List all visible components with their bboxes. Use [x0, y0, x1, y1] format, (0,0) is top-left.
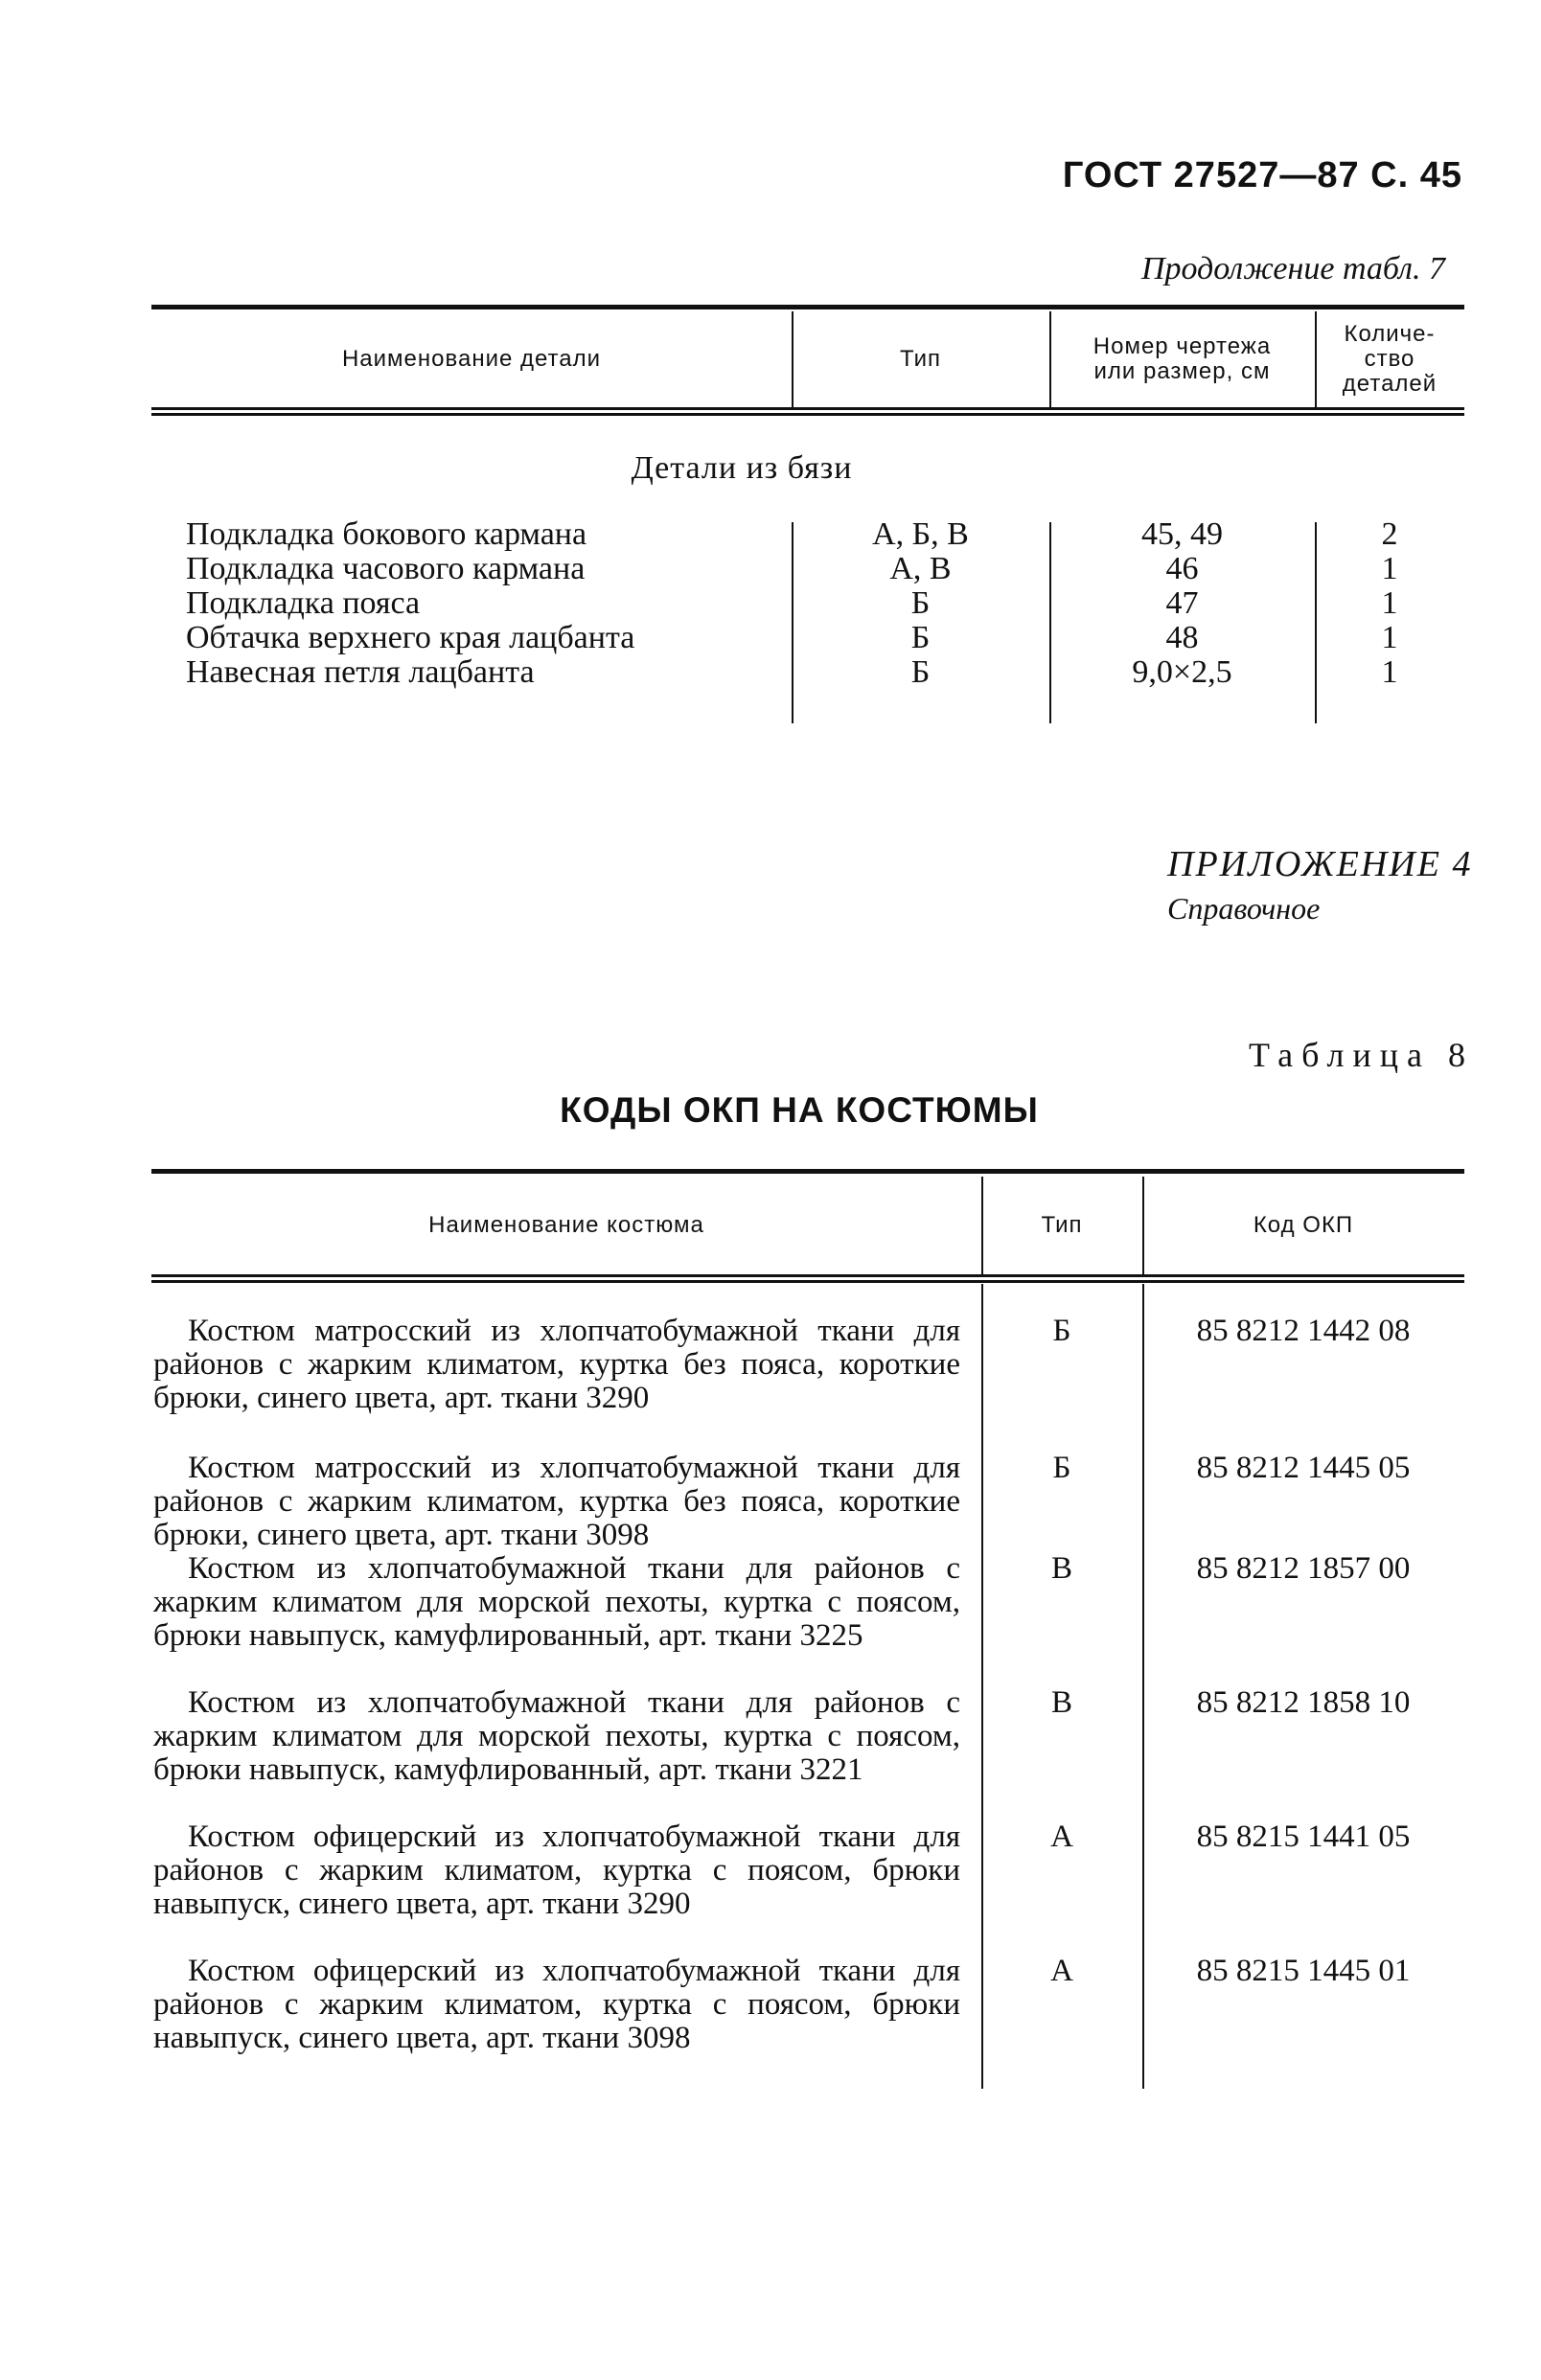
table-row-name: Костюм офицерский из хлопчатобумажной ткани для районов с жарким климатом, куртка с поясом, брюки навыпуск, синего цвета, арт. ткани 3098: [153, 1954, 960, 2055]
table8-top-rule: [151, 1169, 1464, 1174]
appendix-title: ПРИЛОЖЕНИЕ 4: [1167, 844, 1473, 884]
table-row-code: 85 8215 1441 05: [1196, 1819, 1411, 1854]
table8-title: КОДЫ ОКП НА КОСТЮМЫ: [560, 1090, 1039, 1130]
table-row-type: А, В: [889, 551, 952, 586]
table7-drawing-column: [1051, 517, 1313, 690]
table-row-drawing: 48: [1165, 620, 1199, 655]
table7-header-count-line: деталей: [1342, 371, 1438, 397]
table-row-type: А, Б, В: [872, 516, 969, 552]
table-row-drawing: 45, 49: [1141, 516, 1223, 552]
table7-header-rule: [151, 407, 1464, 416]
table-row-count: 1: [1381, 585, 1398, 621]
table-row-type: Б: [910, 620, 931, 655]
table-row-type: Б: [1052, 1451, 1071, 1485]
table7-header-drawing: [1051, 311, 1313, 407]
table-row-count: 1: [1381, 551, 1398, 586]
table-row-code: 85 8212 1857 00: [1196, 1551, 1411, 1586]
table-row-count: 1: [1381, 620, 1398, 655]
table-row-type: А: [1050, 1819, 1073, 1854]
table7-header-count-line: ство: [1364, 346, 1415, 372]
table-row-name: Костюм матросский из хлопчатобумажной ткани для районов с жарким климатом, куртка без пояса, короткие брюки, синего цвета, арт. ткани 3290: [153, 1314, 960, 1415]
table-row-code: 85 8212 1445 05: [1196, 1451, 1411, 1485]
table-row-name: Навесная петля лацбанта: [186, 654, 535, 690]
table-row-drawing: 47: [1165, 585, 1199, 621]
table-row-name: Костюм матросский из хлопчатобумажной ткани для районов с жарким климатом, куртка без пояса, короткие брюки, синего цвета, арт. ткани 3098: [153, 1451, 960, 1552]
table-row-code: 85 8212 1858 10: [1196, 1685, 1411, 1720]
table7-header-count-line: Количе-: [1344, 321, 1436, 347]
table8-header-code: Код ОКП: [1253, 1212, 1354, 1238]
table-row-code: 85 8212 1442 08: [1196, 1314, 1411, 1348]
table7-type-column: [794, 517, 1047, 690]
table-row-name: Подкладка пояса: [186, 585, 421, 621]
table-row-type: В: [1050, 1551, 1072, 1586]
page-header: ГОСТ 27527—87 С. 45: [1062, 155, 1462, 195]
table7-header-drawing-line: или размер, см: [1093, 358, 1271, 384]
table-row-code: 85 8215 1445 01: [1196, 1954, 1411, 1988]
table7-section-title: Детали из бязи: [631, 450, 853, 486]
table7-header-count: [1317, 311, 1462, 407]
table7-header-drawing-line: Номер чертежа: [1092, 333, 1272, 359]
table7-header-name: Наименование детали: [341, 346, 602, 372]
table8-header-name: Наименование костюма: [428, 1212, 704, 1238]
table8-header-rule: [151, 1274, 1464, 1283]
table7-header-type: Тип: [899, 346, 941, 372]
table-row-name: Подкладка часового кармана: [186, 551, 586, 586]
table-row-name: Обтачка верхнего края лацбанта: [186, 620, 635, 655]
table-row-name: Подкладка бокового кармана: [186, 516, 587, 552]
table-row-type: Б: [910, 654, 931, 690]
table7-top-rule: [151, 305, 1464, 309]
table7-name-column: [186, 517, 780, 690]
table-row-count: 2: [1381, 516, 1398, 552]
table-row-type: В: [1050, 1685, 1072, 1720]
table-row-type: Б: [910, 585, 931, 621]
table-row-type: Б: [1052, 1314, 1071, 1348]
table-row-name: Костюм из хлопчатобумажной ткани для районов с жарким климатом для морской пехоты, куртка с поясом, брюки навыпуск, камуфлированный, арт. ткани 3221: [153, 1685, 960, 1787]
table-row-drawing: 46: [1165, 551, 1199, 586]
table8-header-type: Тип: [1041, 1212, 1083, 1238]
table7-count-column: [1317, 517, 1462, 690]
table-row-name: Костюм офицерский из хлопчатобумажной ткани для районов с жарким климатом, куртка с поясом, брюки навыпуск, синего цвета, арт. ткани 3290: [153, 1819, 960, 1921]
table8-number: Таблица 8: [1249, 1036, 1474, 1074]
table-row-name: Костюм из хлопчатобумажной ткани для районов с жарким климатом для морской пехоты, куртка с поясом, брюки навыпуск, камуфлированный, арт. ткани 3225: [153, 1551, 960, 1653]
table-row-type: А: [1050, 1954, 1073, 1988]
table-row-count: 1: [1381, 654, 1398, 690]
appendix-subtitle: Справочное: [1167, 891, 1321, 926]
table-row-drawing: 9,0×2,5: [1132, 654, 1232, 690]
table-continuation-label: Продолжение табл. 7: [1140, 251, 1445, 286]
